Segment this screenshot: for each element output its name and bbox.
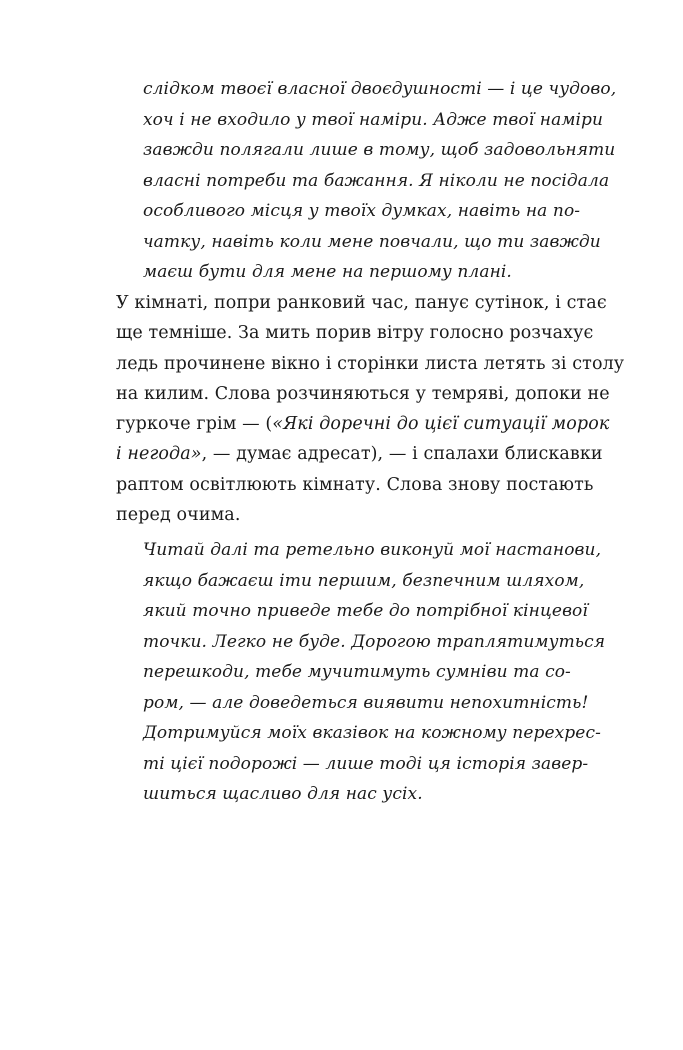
text-line: ледь прочинене вікно і сторінки листа летять зі столу (116, 353, 625, 374)
text-line: точки. Легко не буде. Дорогою траплятимуться (143, 631, 606, 652)
text-line: ті цієї подорожі — лише тоді ця історія завер- (143, 753, 589, 774)
text-line: слідком твоєї власної двоєдушності — і це чудово, (143, 79, 617, 99)
text-line: ром, — але доведеться виявити непохитність! (143, 692, 589, 713)
text-line: раптом освітлюють кімнату. Слова знову постають (116, 474, 594, 495)
text-line: хоч і не входило у твої наміри. Адже твої наміри (143, 109, 604, 130)
text-line: власні потреби та бажання. Я ніколи не посідала (143, 170, 610, 191)
text-line: який точно приведе тебе до потрібної кінцевої (143, 601, 588, 621)
text-line: ще темніше. За мить порив вітру голосно розчахує (116, 323, 594, 344)
text-line: особливого місця у твоїх думках, навіть на по- (143, 201, 581, 221)
text-line (116, 409, 610, 439)
letter-excerpt-top (143, 74, 617, 288)
text-line: У кімнаті, попри ранковий час, панує сутінок, і стає (116, 293, 607, 313)
letter-excerpt-bottom (143, 535, 606, 810)
text-line: завжди полягали лише в тому, щоб задовольняти (143, 140, 616, 160)
text-line: чатку, навіть коли мене повчали, що ти завжди (143, 231, 601, 252)
narration-paragraph (116, 288, 625, 530)
text-line (116, 439, 606, 469)
text-line: на килим. Слова розчиняються у темряві, допоки не (116, 383, 610, 404)
text-segment: гуркоче грім — ( (116, 414, 273, 435)
text-line: Читай далі та ретельно виконуй мої настанови, (143, 540, 602, 560)
text-line: Дотримуйся моїх вказівок на кожному перехрес- (143, 723, 601, 743)
text-line: перешкоди, тебе мучитимуть сумніви та со- (143, 662, 571, 682)
italic-quote: і негода» (116, 444, 202, 465)
text-segment: , — думає адресат), — і спалахи блискавки (201, 444, 603, 465)
text-line: маєш бути для мене на першому плані. (143, 262, 512, 282)
text-line: перед очима. (116, 505, 241, 526)
italic-quote: «Які доречні до цієї ситуації морок (272, 414, 610, 435)
text-line: якщо бажаєш іти першим, безпечним шляхом, (143, 570, 585, 591)
text-line: шиться щасливо для нас усіх. (143, 784, 423, 804)
